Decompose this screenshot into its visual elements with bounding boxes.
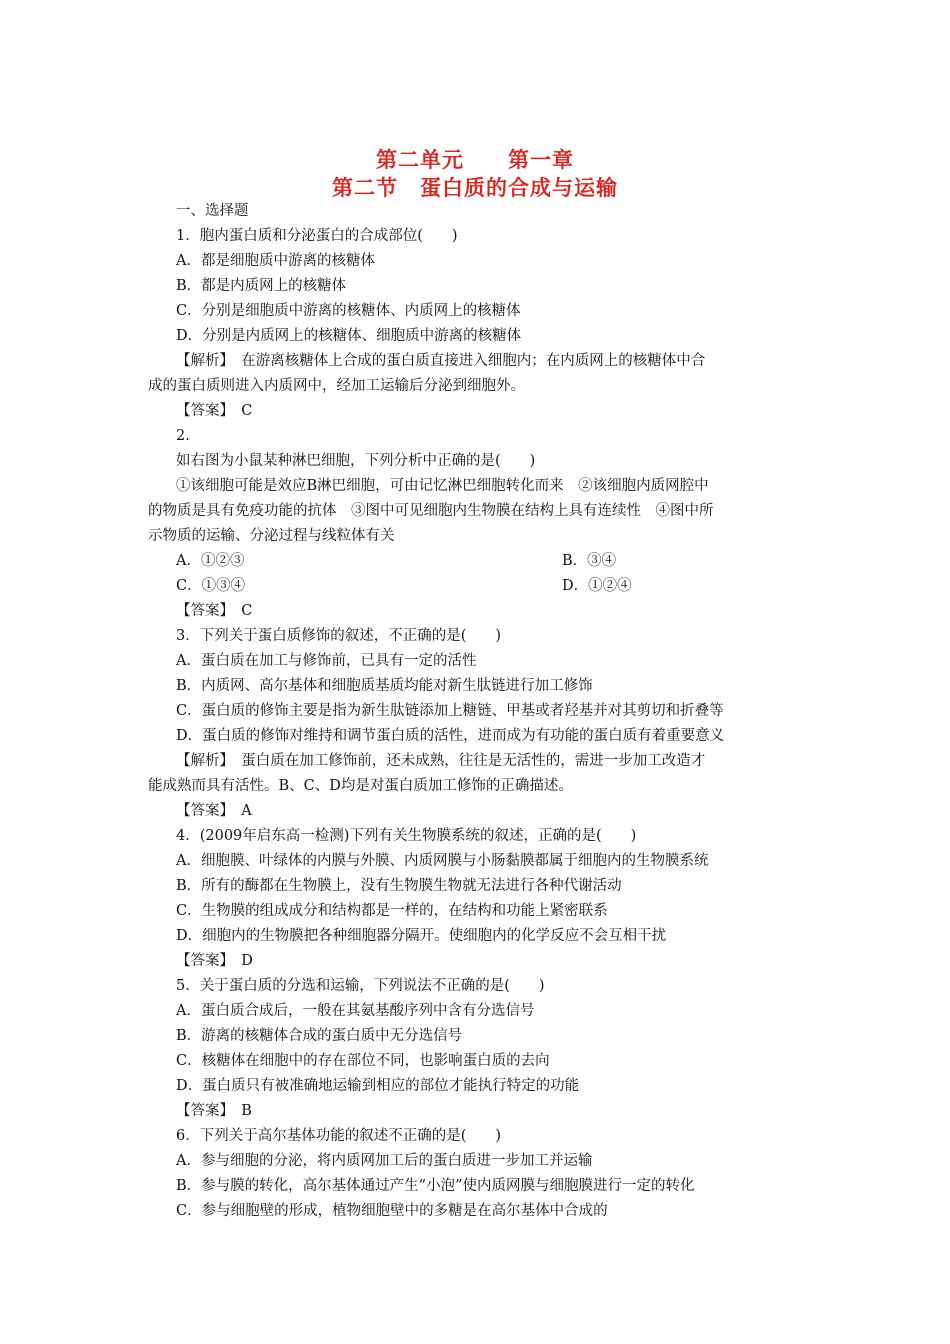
text-line: 4．(2009年启东高一检测)下列有关生物膜系统的叙述，正确的是( ) xyxy=(176,828,637,844)
text-line: 【答案】 B xyxy=(176,1103,252,1119)
text-line: C．蛋白质的修饰主要是指为新生肽链添加上糖链、甲基或者羟基并对其剪切和折叠等 xyxy=(176,703,724,719)
text-line: 成的蛋白质则进入内质网中，经加工运输后分泌到细胞外。 xyxy=(148,378,525,394)
text-line: B．游离的核糖体合成的蛋白质中无分选信号 xyxy=(176,1028,463,1044)
text-line: A．细胞膜、叶绿体的内膜与外膜、内质网膜与小肠黏膜都属于细胞内的生物膜系统 xyxy=(176,853,709,869)
text-line: 5．关于蛋白质的分选和运输，下列说法不正确的是( ) xyxy=(176,978,545,994)
text-line: D．细胞内的生物膜把各种细胞器分隔开。使细胞内的化学反应不会互相干扰 xyxy=(176,928,667,944)
text-line: B．都是内质网上的核糖体 xyxy=(176,278,347,294)
text-line: D．蛋白质的修饰对维持和调节蛋白质的活性，进而成为有功能的蛋白质有着重要意义 xyxy=(176,728,725,744)
option-left: C．①③④ xyxy=(176,578,246,594)
text-line: 6．下列关于高尔基体功能的叙述不正确的是( ) xyxy=(176,1128,502,1144)
text-line: 的物质是具有免疫功能的抗体 ③图中可见细胞内生物膜在结构上具有连续性 ④图中所 xyxy=(148,503,714,519)
text-line: 一、选择题 xyxy=(176,203,249,219)
text-line: B．内质网、高尔基体和细胞质基质均能对新生肽链进行加工修饰 xyxy=(176,678,593,694)
text-line: A．参与细胞的分泌，将内质网加工后的蛋白质进一步加工并运输 xyxy=(176,1153,593,1169)
text-line: A．都是细胞质中游离的核糖体 xyxy=(176,253,375,269)
question-content xyxy=(148,199,808,1224)
text-line xyxy=(148,549,808,574)
text-line: 【答案】 C xyxy=(176,603,253,619)
text-line: 【答案】 C xyxy=(176,403,253,419)
text-line: A．蛋白质在加工与修饰前，已具有一定的活性 xyxy=(176,653,477,669)
text-line: 【解析】 蛋白质在加工修饰前，还未成熟，往往是无活性的，需进一步加工改造才 xyxy=(176,753,706,769)
text-line: 【答案】 D xyxy=(176,953,253,969)
text-line: D．分别是内质网上的核糖体、细胞质中游离的核糖体 xyxy=(176,328,522,344)
option-right: B．③④ xyxy=(562,553,617,569)
text-line: C．生物膜的组成成分和结构都是一样的，在结构和功能上紧密联系 xyxy=(176,903,608,919)
text-line: ①该细胞可能是效应B淋巴细胞，可由记忆淋巴细胞转化而来 ②该细胞内质网腔中 xyxy=(176,478,709,494)
option-right: D．①②④ xyxy=(562,578,632,594)
text-line: C．参与细胞壁的形成，植物细胞壁中的多糖是在高尔基体中合成的 xyxy=(176,1203,608,1219)
text-line: B．参与膜的转化，高尔基体通过产生“小泡”使内质网膜与细胞膜进行一定的转化 xyxy=(176,1178,695,1194)
text-line: 3．下列关于蛋白质修饰的叙述，不正确的是( ) xyxy=(176,628,502,644)
text-line: 1．胞内蛋白质和分泌蛋白的合成部位( ) xyxy=(176,228,458,244)
text-line: 能成熟而具有活性。B、C、D均是对蛋白质加工修饰的正确描述。 xyxy=(148,778,573,794)
option-left: A．①②③ xyxy=(176,553,245,569)
text-line: 2. xyxy=(176,428,190,444)
text-line: D．蛋白质只有被准确地运输到相应的部位才能执行特定的功能 xyxy=(176,1078,580,1094)
section-title: 第二节 蛋白质的合成与运输 xyxy=(332,176,618,200)
text-line: 【解析】 在游离核糖体上合成的蛋白质直接进入细胞内；在内质网上的核糖体中合 xyxy=(176,353,706,369)
unit-chapter-title: 第二单元 第一章 xyxy=(376,148,574,172)
text-line: 如右图为小鼠某种淋巴细胞，下列分析中正确的是( ) xyxy=(176,453,536,469)
text-line: C．分别是细胞质中游离的核糖体、内质网上的核糖体 xyxy=(176,303,521,319)
text-line: A．蛋白质合成后，一般在其氨基酸序列中含有分选信号 xyxy=(176,1003,535,1019)
text-line: C．核糖体在细胞中的存在部位不同，也影响蛋白质的去向 xyxy=(176,1053,550,1069)
text-line: 【答案】 A xyxy=(176,803,252,819)
text-line: B．所有的酶都在生物膜上，没有生物膜生物就无法进行各种代谢活动 xyxy=(176,878,622,894)
text-line: 示物质的运输、分泌过程与线粒体有关 xyxy=(148,528,395,544)
text-line xyxy=(148,574,808,599)
